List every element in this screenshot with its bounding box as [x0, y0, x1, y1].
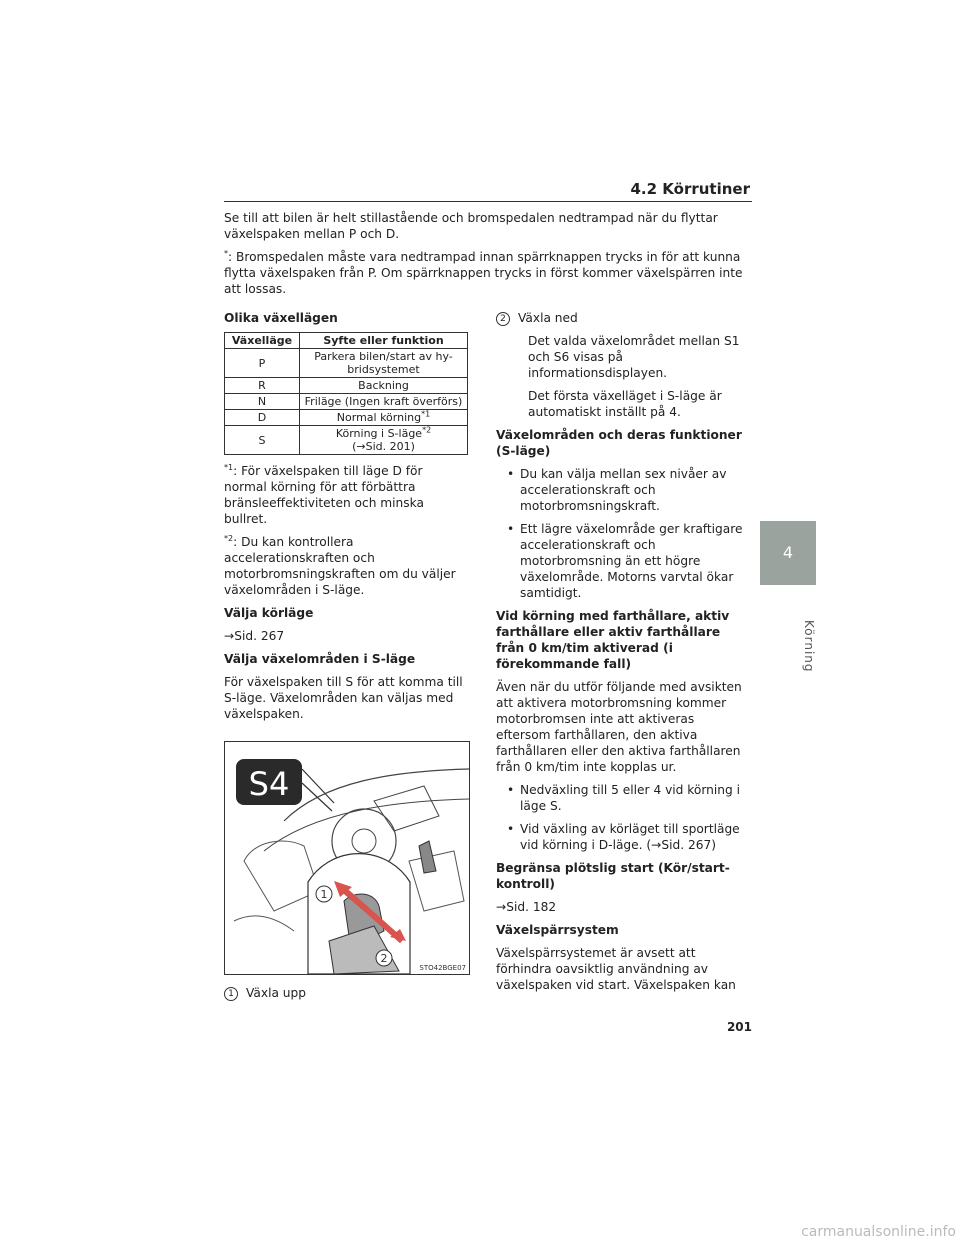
gear-table: [224, 332, 468, 455]
footnote-2: [224, 534, 468, 598]
bullet-item: • Vid växling av körläget till sportläge vid körning i D-läge. (→Sid. 267): [496, 821, 744, 853]
bullet-item: • Nedväxling till 5 eller 4 vid körning i läge S.: [496, 782, 744, 814]
intro-para-2: [224, 249, 754, 297]
mode-cell: R: [225, 378, 300, 394]
item-2-label: Växla ned: [518, 311, 578, 325]
heading-start: Begränsa plötslig start (Kör/start-kontroll): [496, 861, 730, 891]
footnote-1: [224, 463, 468, 527]
section-rule: [224, 201, 752, 202]
gear-shift-figure: [224, 741, 470, 975]
footnote-ref: *1: [421, 409, 431, 419]
function-text: Parkera bilen/start av hy-bridsystemet: [314, 350, 453, 376]
function-cell: [300, 349, 468, 378]
heading-drive-mode: Välja körläge: [224, 606, 314, 620]
table-row: [225, 349, 468, 378]
para-cruise: Även när du utför följande med avsikten att aktivera motorbromsning kommer motorbromsen inte att aktiveras eftersom farthållaren, den aktiva farthållaren eller den aktiva farthållaren från 0 km/tim inte kopplas ur.: [496, 680, 742, 774]
item-2-para-1: Det valda växelområdet mellan S1 och S6 visas på informationsdisplayen.: [528, 334, 740, 380]
item-2: [496, 310, 744, 326]
bullet-item: • Ett lägre växelområde ger kraftigare accelerationskraft och motorbromsning än ett högre växelområde. Motorns varvtal ökar samtidigt.: [496, 521, 744, 601]
mode-cell: S: [225, 426, 300, 455]
fn2-mark: *2: [224, 533, 234, 543]
table-header-function: Syfte eller funktion: [300, 333, 468, 349]
callout-2: 2: [380, 952, 388, 965]
heading-ranges: Växelområden och deras funktioner (S-läge): [496, 428, 742, 458]
section-title: 4.2 Körrutiner: [630, 180, 750, 198]
para-lock: Växelspärrsystemet är avsett att förhindra oavsiktlig användning av växelspaken vid start. Växelspaken kan: [496, 946, 736, 992]
para-s-range: För växelspaken till S för att komma till S-läge. Växelområden kan väljas med växelspaken.: [224, 675, 463, 721]
function-cell: [300, 426, 468, 455]
mode-cell: D: [225, 410, 300, 426]
page-number: 201: [726, 1020, 752, 1034]
heading-lock: Växelspärrsystem: [496, 923, 619, 937]
table-header-mode: Växelläge: [225, 333, 300, 349]
note-text: : Bromspedalen måste vara nedtrampad innan spärrknappen trycks in för att kunna flytta växelspaken från P. Om spärrknappen trycks in först kommer växelspärren inte att lossas.: [224, 250, 743, 296]
heading-s-range: Välja växelområden i S-läge: [224, 652, 416, 666]
fn2-text: : Du kan kontrollera accelerationskraften och motorbromsningskraften om du väljer växelområden i S-läge.: [224, 535, 456, 597]
function-cell: Backning: [300, 378, 468, 394]
function-text: Körning i S-läge: [335, 427, 423, 440]
watermark: carmanualsonline.info: [801, 1224, 956, 1240]
callout-1: 1: [320, 888, 328, 901]
page-ref: (→Sid. 201): [352, 440, 415, 453]
intro: [224, 210, 754, 304]
table-row: [225, 426, 468, 455]
bullet-item: • Du kan välja mellan sex nivåer av accelerationskraft och motorbromsningskraft.: [496, 466, 744, 514]
item-2-number: 2: [496, 312, 510, 326]
footnote-ref: *2: [422, 425, 432, 435]
display-value: S4: [248, 765, 290, 803]
right-column: [496, 310, 744, 1000]
chapter-tab: 4: [760, 521, 816, 585]
fn1-text: : För växelspaken till läge D för normal körning för att förbättra bränsleeffektiviteten och minska bullret.: [224, 464, 424, 526]
item-1-number: 1: [224, 987, 238, 1001]
table-row: [225, 394, 468, 410]
table-row: [225, 378, 468, 394]
item-2-para-2: Det första växelläget i S-läge är automatiskt inställt på 4.: [528, 389, 722, 419]
item-1-label: Växla upp: [246, 986, 306, 1000]
item-1: [224, 986, 306, 1001]
chapter-label: Körning: [802, 620, 816, 673]
left-column: [224, 310, 468, 729]
note-mark: *: [224, 248, 228, 258]
ref-start: →Sid. 182: [496, 900, 557, 914]
function-text: Normal körning: [336, 411, 422, 424]
fn1-mark: *1: [224, 462, 234, 472]
table-title: Olika växellägen: [224, 311, 338, 325]
heading-cruise: Vid körning med farthållare, aktiv farthållare eller aktiv farthållare från 0 km/tim aktiverad (i förekommande fall): [496, 609, 730, 671]
table-row: [225, 410, 468, 426]
mode-cell: N: [225, 394, 300, 410]
function-cell: Friläge (Ingen kraft överförs): [300, 394, 468, 410]
intro-para-1: Se till att bilen är helt stillastående och bromspedalen nedtrampad när du flyttar växelspaken mellan P och D.: [224, 211, 718, 241]
mode-cell: P: [225, 349, 300, 378]
ref-drive-mode: →Sid. 267: [224, 629, 285, 643]
figure-code: STO42BGE07: [419, 964, 466, 972]
function-cell: [300, 410, 468, 426]
